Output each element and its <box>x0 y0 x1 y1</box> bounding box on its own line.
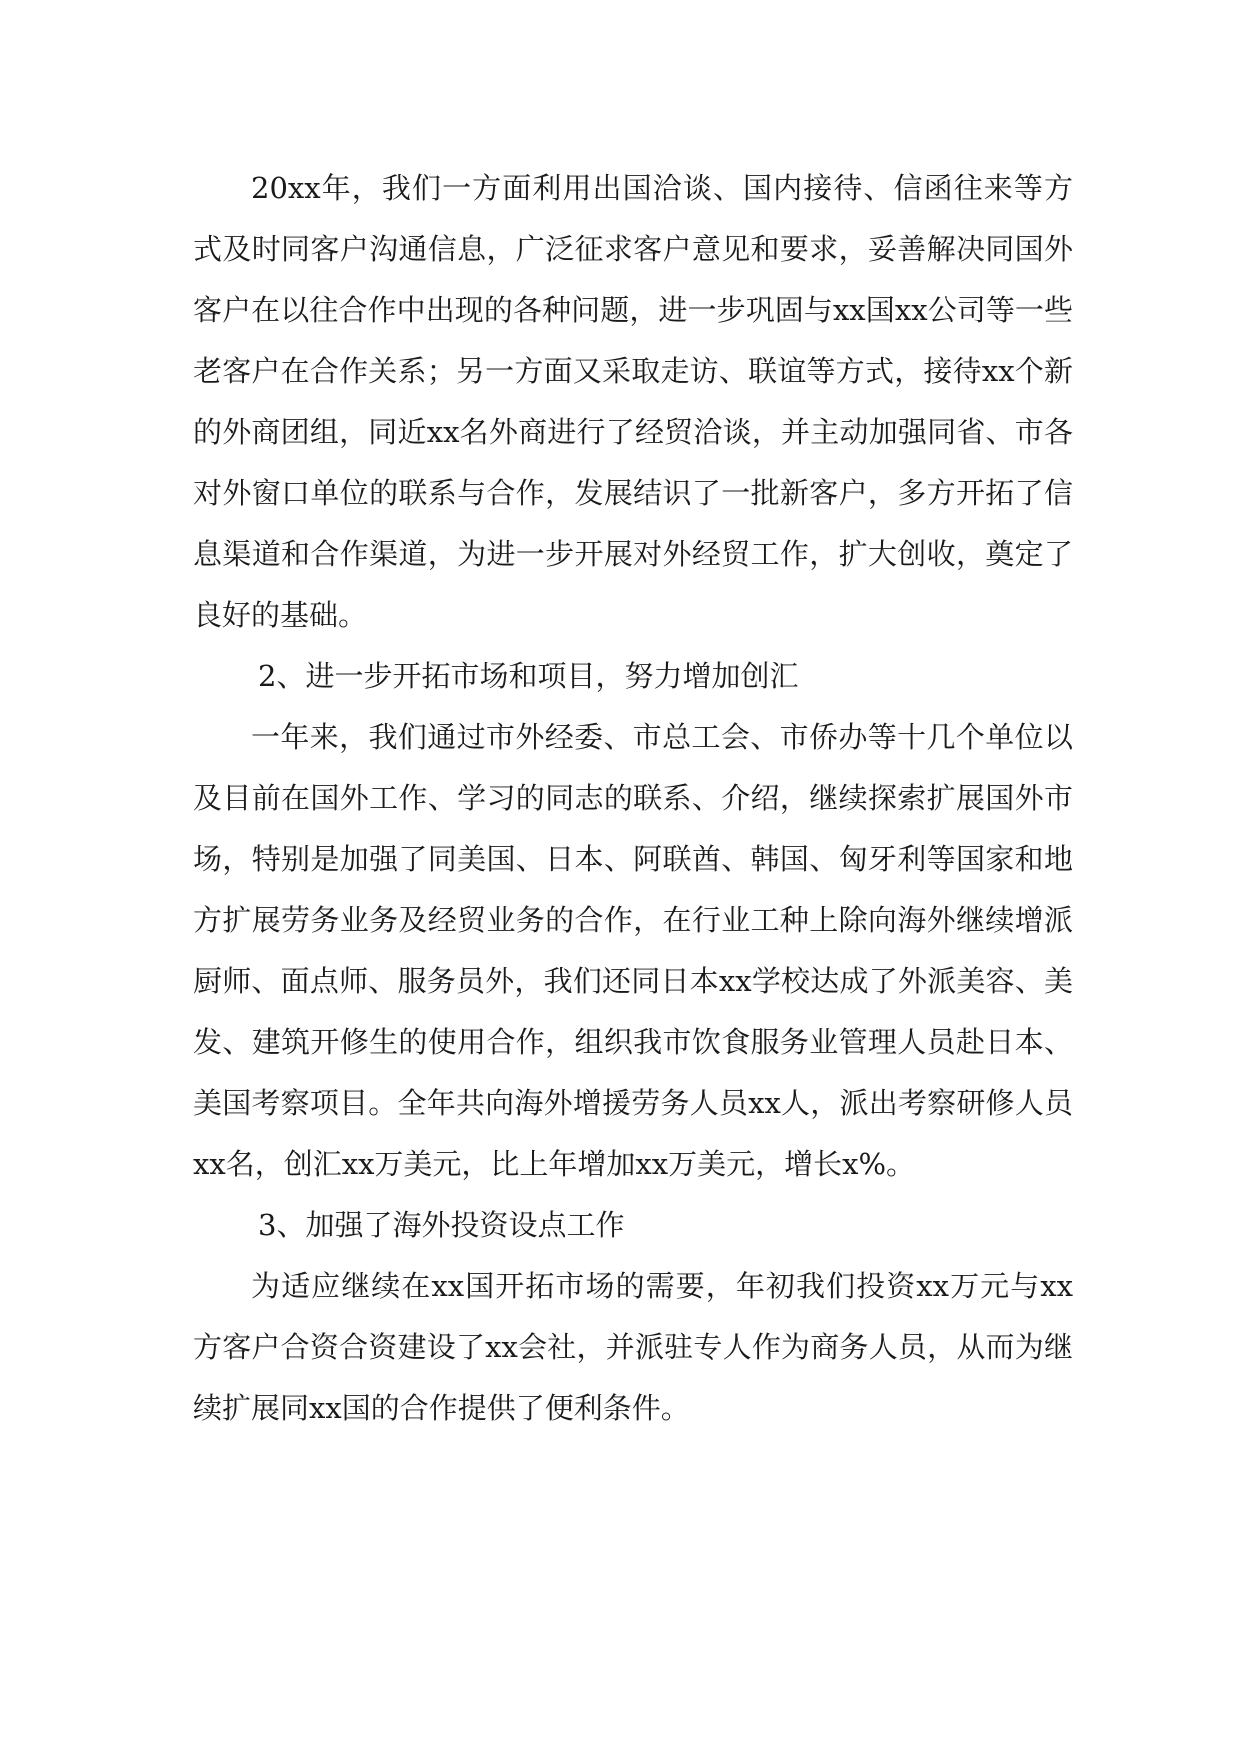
section-heading-2: 2、进一步开拓市场和项目，努力增加创汇 <box>258 659 799 693</box>
document-body <box>193 158 1073 1439</box>
paragraph-overseas-investment: 为适应继续在xx国开拓市场的需要，年初我们投资xx万元与xx方客户合资合资建设了xx会社，并派驻专人作为商务人员，从而为继续扩展同xx国的合作提供了便利条件。 <box>193 1269 1073 1425</box>
paragraph-foreign-contacts: 20xx年，我们一方面利用出国洽谈、国内接待、信函往来等方式及时同客户沟通信息，广泛征求客户意见和要求，妥善解决同国外客户在以往合作中出现的各种问题，进一步巩固与xx国xx公司等一些老客户在合作关系；另一方面又采取走访、联谊等方式，接待xx个新的外商团组，同近xx名外商进行了经贸洽谈，并主动加强同省、市各对外窗口单位的联系与合作，发展结识了一批新客户，多方开拓了信息渠道和合作渠道，为进一步开展对外经贸工作，扩大创收，奠定了良好的基础。 <box>193 171 1073 632</box>
paragraph-market-expansion: 一年来，我们通过市外经委、市总工会、市侨办等十几个单位以及目前在国外工作、学习的同志的联系、介绍，继续探索扩展国外市场，特别是加强了同美国、日本、阿联酋、韩国、匈牙利等国家和地方扩展劳务业务及经贸业务的合作，在行业工种上除向海外继续增派厨师、面点师、服务员外，我们还同日本xx学校达成了外派美容、美发、建筑开修生的使用合作，组织我市饮食服务业管理人员赴日本、美国考察项目。全年共向海外增援劳务人员xx人，派出考察研修人员xx名，创汇xx万美元，比上年增加xx万美元，增长x%。 <box>193 720 1073 1181</box>
section-heading-3: 3、加强了海外投资设点工作 <box>258 1208 625 1242</box>
